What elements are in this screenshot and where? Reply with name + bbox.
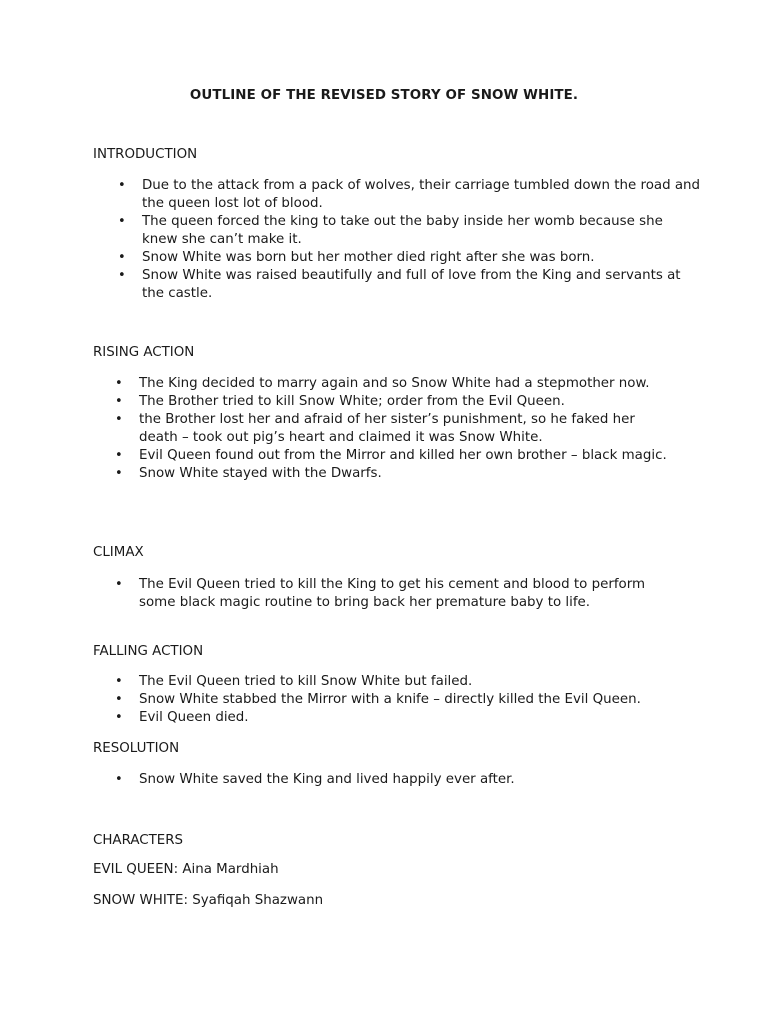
bullet-icon: • — [118, 250, 126, 265]
list-item: • the Brother lost her and afraid of her sister’s punishment, so he faked her death – took out pig’s heart and claimed it was Snow White. — [115, 412, 635, 445]
falling-action-list — [115, 673, 699, 727]
bullet-icon: • — [118, 268, 126, 283]
list-item: • The Evil Queen tried to kill the King to get his cement and blood to perform some black magic routine to bring back her premature baby to life. — [115, 577, 646, 610]
list-item: • Snow White stabbed the Mirror with a knife – directly killed the Evil Queen. — [115, 692, 641, 707]
list-item: • Due to the attack from a pack of wolves, their carriage tumbled down the road and the queen lost lot of blood. — [118, 178, 701, 211]
list-item: • Evil Queen died. — [115, 710, 249, 725]
heading-climax: CLIMAX — [93, 545, 144, 560]
list-item: • The Brother tried to kill Snow White; order from the Evil Queen. — [115, 394, 565, 409]
heading-characters: CHARACTERS — [93, 833, 184, 848]
list-item: • Snow White was raised beautifully and full of love from the King and servants at the castle. — [118, 268, 681, 301]
list-item: • Evil Queen found out from the Mirror and killed her own brother – black magic. — [115, 448, 667, 463]
character-evil-queen: EVIL QUEEN: Aina Mardhiah — [93, 862, 279, 877]
bullet-icon: • — [115, 710, 123, 725]
bullet-icon: • — [115, 692, 123, 707]
bullet-icon: • — [115, 448, 123, 463]
heading-resolution: RESOLUTION — [93, 741, 180, 756]
bullet-icon: • — [115, 674, 123, 689]
bullet-icon: • — [115, 376, 123, 391]
bullet-icon: • — [115, 412, 123, 427]
introduction-list — [118, 177, 702, 303]
document-title: OUTLINE OF THE REVISED STORY OF SNOW WHITE. — [189, 88, 579, 103]
heading-introduction: INTRODUCTION — [93, 147, 198, 162]
climax-list — [115, 576, 659, 612]
resolution-list — [115, 771, 699, 789]
bullet-icon: • — [115, 394, 123, 409]
bullet-icon: • — [115, 577, 123, 592]
character-snow-white: SNOW WHITE: Syafiqah Shazwann — [93, 893, 324, 908]
list-item: • The Evil Queen tried to kill Snow White but failed. — [115, 674, 473, 689]
bullet-icon: • — [115, 772, 123, 787]
heading-rising-action: RISING ACTION — [93, 345, 195, 360]
list-item: • Snow White saved the King and lived happily ever after. — [115, 772, 515, 787]
list-item: • Snow White stayed with the Dwarfs. — [115, 466, 382, 481]
heading-falling-action: FALLING ACTION — [93, 644, 204, 659]
list-item: • The queen forced the king to take out the baby inside her womb because she knew she can’t make it. — [118, 214, 663, 247]
list-item: • Snow White was born but her mother died right after she was born. — [118, 250, 595, 265]
bullet-icon: • — [115, 466, 123, 481]
bullet-icon: • — [118, 178, 126, 193]
bullet-icon: • — [118, 214, 126, 229]
rising-action-list — [115, 375, 674, 483]
list-item: • The King decided to marry again and so Snow White had a stepmother now. — [115, 376, 650, 391]
